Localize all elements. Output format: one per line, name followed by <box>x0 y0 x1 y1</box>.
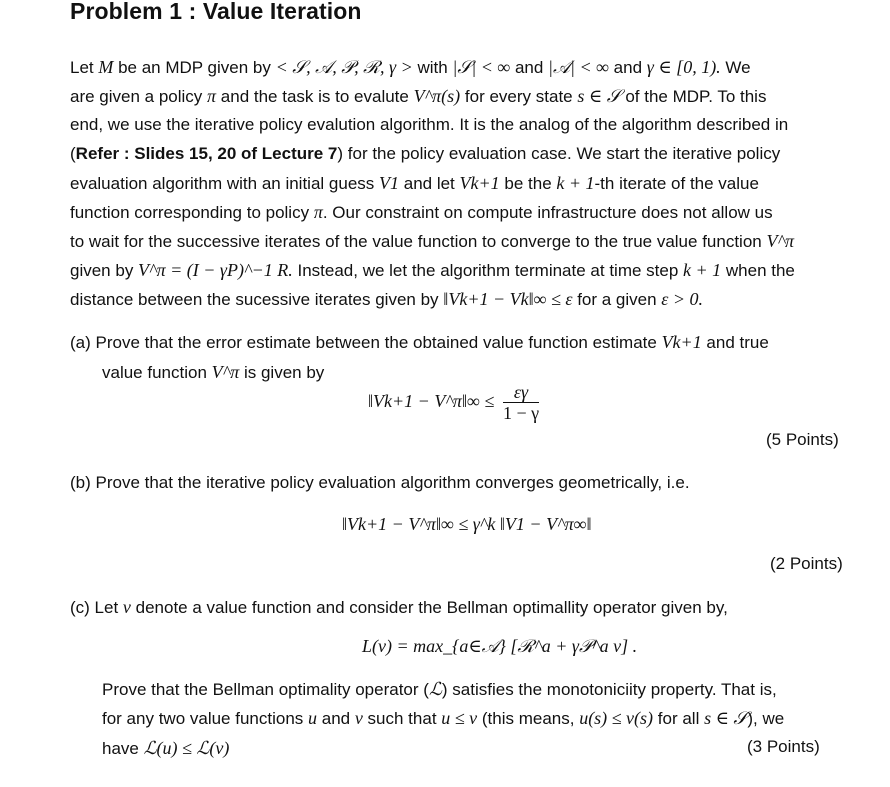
intro-line-6: function corresponding to policy π. Our constraint on compute infrastructure does not allow us <box>70 202 773 222</box>
intro-line-1: Let M be an MDP given by < 𝒮, 𝒜, 𝒫, ℛ, γ > with |𝒮| < ∞ and |𝒜| < ∞ and γ ∈ [0, 1). We <box>70 57 751 77</box>
intro-line-5: evaluation algorithm with an initial guess V1 and let Vk+1 be the k + 1-th iterate of the value <box>70 173 759 193</box>
intro-line-9: distance between the sucessive iterates given by ‖Vk+1 − Vk‖∞ ≤ ε for a given ε > 0. <box>70 289 704 309</box>
part-a-line-1: (a) Prove that the error estimate between the obtained value function estimate Vk+1 and true <box>70 332 769 352</box>
part-a-equation: ‖Vk+1 − V^π‖∞ ≤ $\frac{\varepsilon\gamma}{1 - \gamma}$ <box>368 382 540 423</box>
part-b-line-1: (b) Prove that the iterative policy evaluation algorithm converges geometrically, i.e. <box>70 473 690 492</box>
part-c-points: (3 Points) <box>747 737 820 756</box>
intro-line-8: given by V^π = (I − γP)^−1 R. Instead, we let the algorithm terminate at time step k + 1 when the <box>70 260 795 280</box>
intro-line-7: to wait for the successive iterates of the value function to converge to the true value function V^π <box>70 231 795 251</box>
part-c-line-3: for any two value functions u and v such that u ≤ v (this means, u(s) ≤ v(s) for all s ∈ 𝒮), we <box>102 708 785 728</box>
intro-line-3: end, we use the iterative policy evalution algorithm. It is the analog of the algorithm described in <box>70 115 789 134</box>
part-b-points: (2 Points) <box>770 554 843 573</box>
part-c-line-1: (c) Let v denote a value function and consider the Bellman optimallity operator given by, <box>70 597 728 617</box>
part-a-points: (5 Points) <box>766 430 839 449</box>
problem-title: Problem 1 : Value Iteration <box>70 0 362 24</box>
intro-line-2: are given a policy π and the task is to evalute V^π(s) for every state s ∈ 𝒮 of the MDP. To this <box>70 86 767 106</box>
part-c-equation: L(v) = max_{a∈𝒜} [ℛ^a + γ𝒫^a v] . <box>362 636 638 656</box>
part-a-line-2: value function V^π is given by <box>102 362 325 382</box>
part-b-equation: ‖Vk+1 − V^π‖∞ ≤ γ^k ‖V1 − V^π∞‖ <box>342 514 592 534</box>
part-c-line-2: Prove that the Bellman optimality operator (ℒ) satisfies the monotoniciity property. That is, <box>102 679 777 699</box>
part-c-line-4: have ℒ(u) ≤ ℒ(v) <box>102 738 230 758</box>
intro-line-4: (Refer : Slides 15, 20 of Lecture 7) for the policy evaluation case. We start the iterative policy <box>70 144 781 163</box>
slide-reference: Refer : Slides 15, 20 of Lecture 7 <box>75 144 338 163</box>
